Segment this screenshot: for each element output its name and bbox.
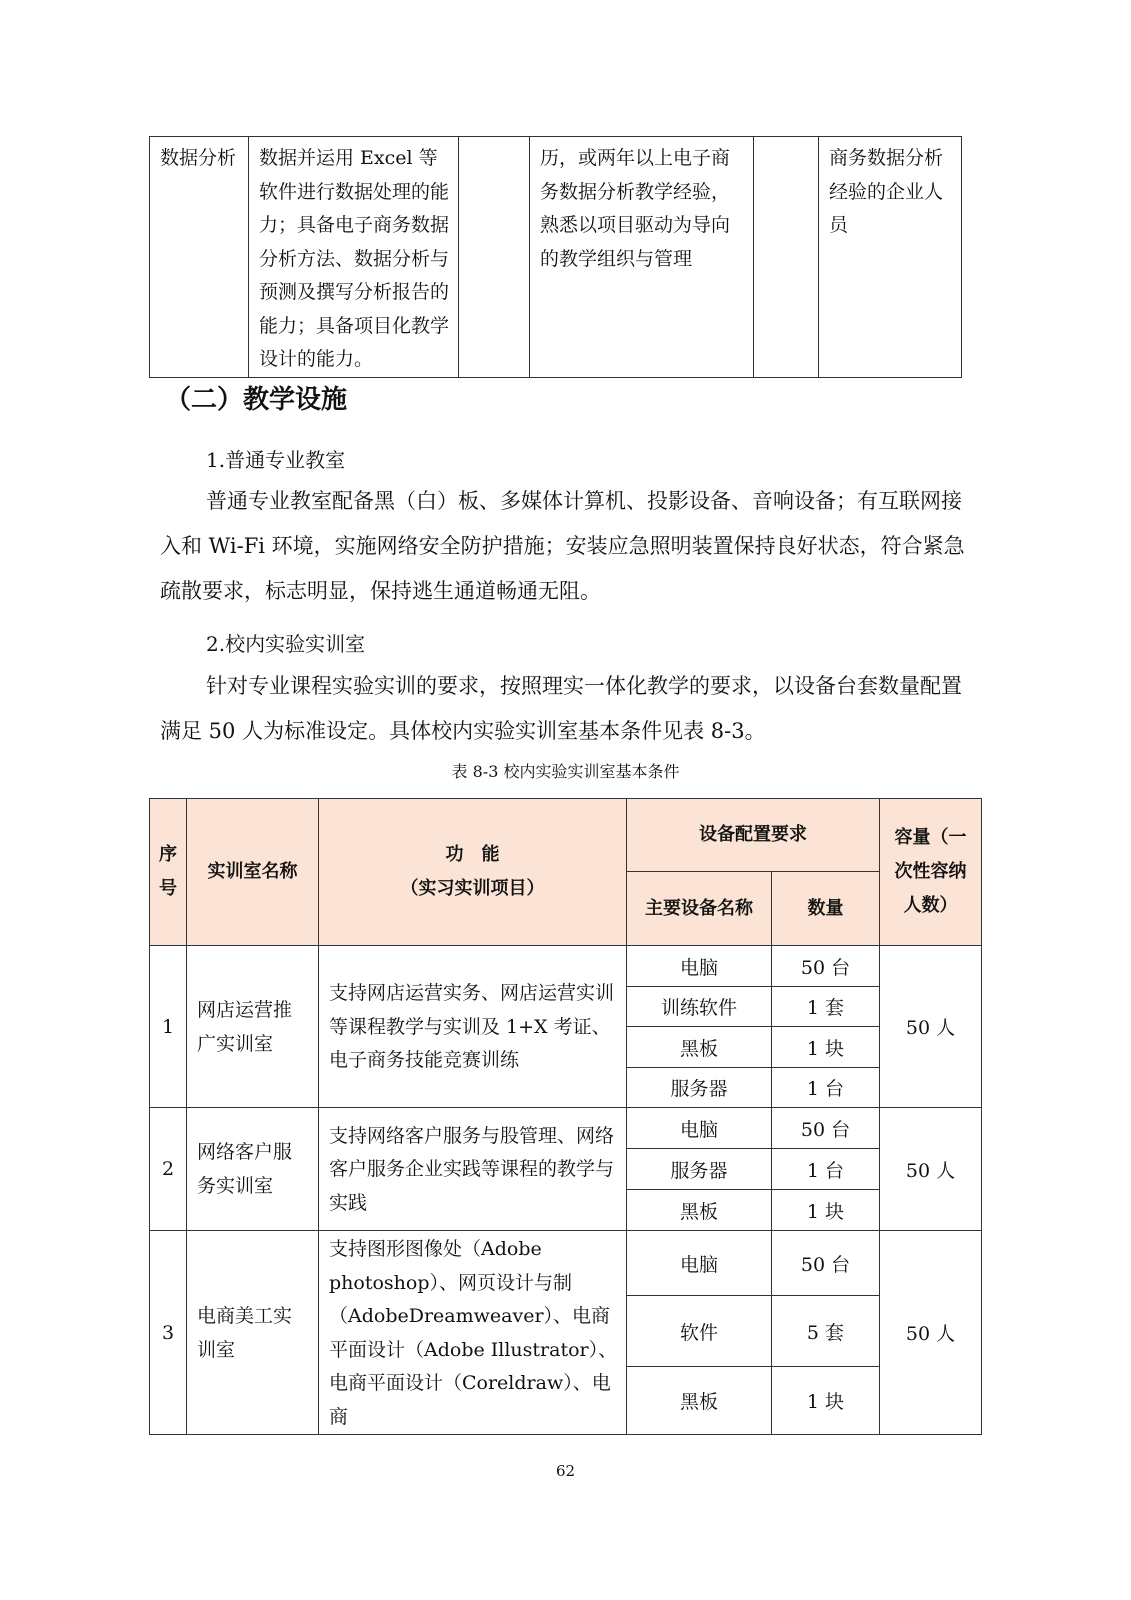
quantity-cell: 1 块: [772, 1027, 880, 1068]
room-name-cell: 网络客户服务实训室: [187, 1108, 319, 1231]
equipment-name-cell: 黑板: [627, 1027, 772, 1068]
quantity-cell: 1 块: [772, 1190, 880, 1231]
header-seq: 序号: [150, 799, 187, 946]
equipment-name-cell: 软件: [627, 1296, 772, 1367]
capacity-cell: 50 人: [880, 946, 982, 1108]
function-cell: 支持网店运营实务、网店运营实训等课程教学与实训及 1+X 考证、电子商务技能竞赛训练: [319, 946, 627, 1108]
staff-requirements-table-continued: [149, 136, 962, 378]
header-function-title: 功 能: [445, 844, 500, 865]
paragraph-classroom: 普通专业教室配备黑（白）板、多媒体计算机、投影设备、音响设备；有互联网接入和 Wi-Fi 环境，实施网络安全防护措施；安装应急照明装置保持良好状态，符合紧急疏散要求，标志明显，保持逃生通道畅通无阻。: [160, 489, 965, 603]
table-row: [150, 1231, 982, 1296]
room-name-cell: 网店运营推广实训室: [187, 946, 319, 1108]
equipment-name-cell: 电脑: [627, 946, 772, 987]
equipment-name-cell: 电脑: [627, 1231, 772, 1296]
quantity-cell: 1 台: [772, 1149, 880, 1190]
page-number: 62: [555, 1462, 576, 1480]
equipment-name-cell: 黑板: [627, 1190, 772, 1231]
equipment-name-cell: 服务器: [627, 1149, 772, 1190]
header-room-name: 实训室名称: [187, 799, 319, 946]
quantity-cell: 1 台: [772, 1068, 880, 1108]
table-caption: 表 8-3 校内实验实训室基本条件: [451, 762, 680, 781]
sub-heading-lab: 2.校内实验实训室: [206, 632, 366, 656]
header-equipment: 设备配置要求: [627, 799, 880, 872]
quantity-cell: 5 套: [772, 1296, 880, 1367]
header-quantity: 数量: [772, 872, 880, 946]
function-cell: 支持网络客户服务与股管理、网络客户服务企业实践等课程的教学与实践: [319, 1108, 627, 1231]
quantity-cell: 1 套: [772, 987, 880, 1027]
header-function: [319, 799, 627, 946]
table-header-row: [150, 799, 982, 872]
enterprise-staff-cell: 商务数据分析经验的企业人员: [819, 137, 962, 378]
equipment-name-cell: 训练软件: [627, 987, 772, 1027]
equipment-name-cell: 电脑: [627, 1108, 772, 1149]
equipment-name-cell: 服务器: [627, 1068, 772, 1108]
table-row: [150, 137, 962, 378]
header-equipment-name: 主要设备名称: [627, 872, 772, 946]
equipment-name-cell: 黑板: [627, 1367, 772, 1435]
function-cell: [319, 1231, 627, 1435]
seq-cell: 1: [150, 946, 187, 1108]
capacity-cell: 50 人: [880, 1231, 982, 1435]
header-capacity: 容量（一次性容纳人数）: [880, 799, 982, 946]
quantity-cell: 1 块: [772, 1367, 880, 1435]
quantity-cell: 50 台: [772, 1108, 880, 1149]
seq-cell: 2: [150, 1108, 187, 1231]
room-name-cell: 电商美工实训室: [187, 1231, 319, 1435]
empty-cell: [754, 137, 819, 378]
table-row: [150, 946, 982, 987]
empty-cell: [459, 137, 530, 378]
lab-conditions-table: [149, 798, 982, 1435]
seq-cell: 3: [150, 1231, 187, 1435]
teaching-experience-cell: 历，或两年以上电子商务数据分析教学经验，熟悉以项目驱动为导向的教学组织与管理: [530, 137, 754, 378]
paragraph-lab: 针对专业课程实验实训的要求，按照理实一体化教学的要求，以设备台套数量配置满足 50 人为标准设定。具体校内实验实训室基本条件见表 8-3。: [160, 674, 962, 743]
capacity-cell: 50 人: [880, 1108, 982, 1231]
post-name-cell: 数据分析: [150, 137, 249, 378]
ability-requirements-cell: 数据并运用 Excel 等软件进行数据处理的能力；具备电子商务数据分析方法、数据分析与预测及撰写分析报告的能力；具备项目化教学设计的能力。: [249, 137, 459, 378]
section-heading: （二）教学设施: [165, 385, 348, 415]
function-text: 支持图形图像处（Adobe photoshop）、网页设计与制（AdobeDreamweaver）、电商平面设计（Adobe Illustrator）、电商平面设计（Coreldraw）、电商: [329, 1238, 618, 1428]
header-function-subtitle: （实习实训项目）: [400, 878, 545, 899]
quantity-cell: 50 台: [772, 1231, 880, 1296]
quantity-cell: 50 台: [772, 946, 880, 987]
table-row: [150, 1108, 982, 1149]
sub-heading-classroom: 1.普通专业教室: [206, 448, 346, 472]
